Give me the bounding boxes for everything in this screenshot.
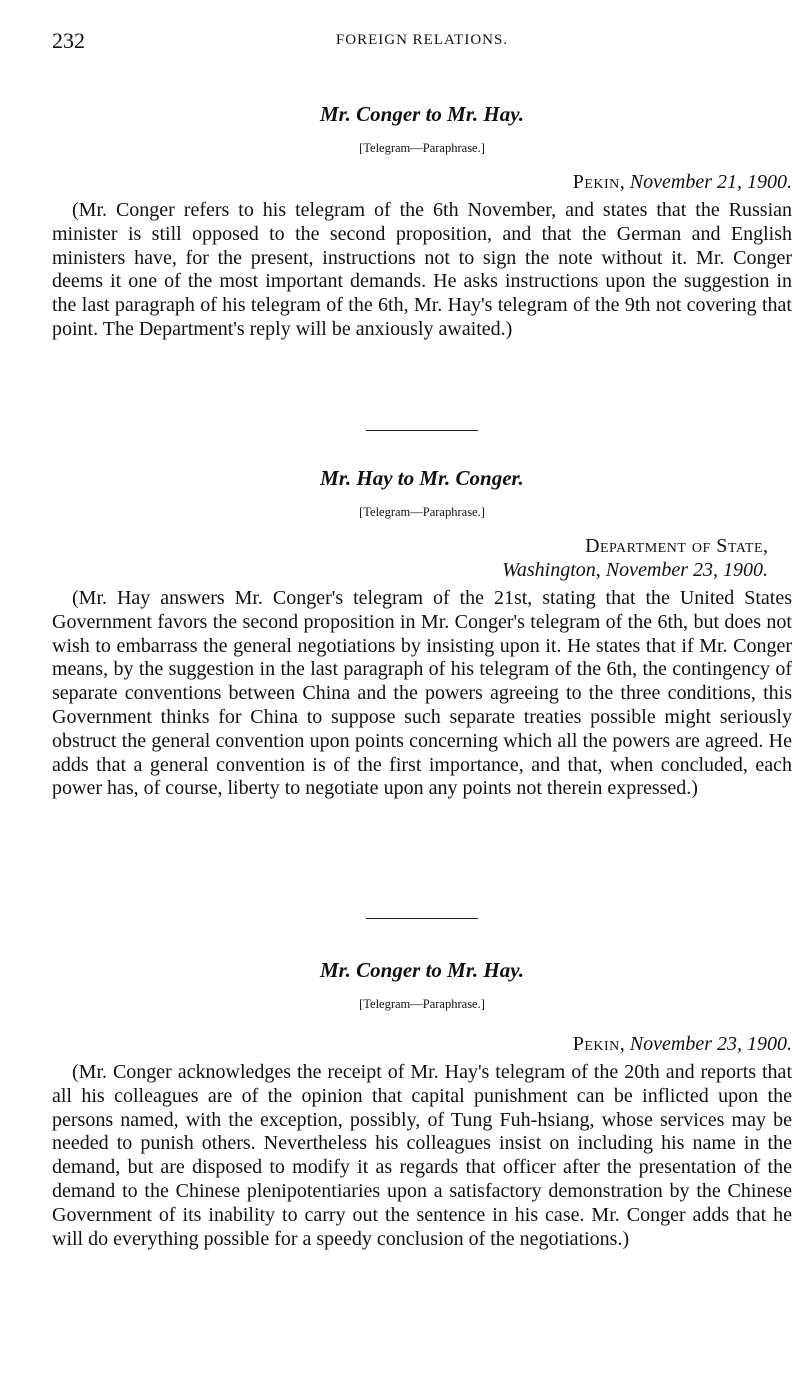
dateline-date: November 23, 1900.	[605, 559, 768, 581]
letter-hay-to-conger-nov-23	[52, 466, 792, 801]
letter-heading: Mr. Conger to Mr. Hay.	[319, 958, 524, 982]
dateline-place: Department of State	[585, 535, 763, 557]
dateline-date: November 23, 1900.	[629, 1033, 792, 1055]
letter-body: (Mr. Conger acknowledges the receipt of Mr. Hay's telegram of the 20th and reports that all his colleagues are of the opinion that capital punishment can be inflicted upon the persons named, with the exception, possibly, of Tung Fuh-hsiang, whose services may be needed to punish others. Nevertheless his colleagues insist on including his name in the demand, but are disposed to modify it as regards that officer after the presentation of the demand to the Chinese plenipotentiaries upon a satisfactory demonstration by the Chinese Government of its inability to carry out the sentence in his case. Mr. Conger adds that he will do everything possible for a speedy conclusion of the negotiations.)	[52, 1061, 792, 1250]
dateline: Pekin, November 21, 1900.	[572, 171, 792, 193]
letter-heading: Mr. Hay to Mr. Conger.	[320, 466, 524, 490]
dateline-date: November 21, 1900.	[629, 171, 792, 193]
dateline-line-2: Washington, November 23, 1900.	[502, 559, 768, 581]
section-divider	[366, 918, 478, 919]
letter-subhead: [Telegram—Paraphrase.]	[359, 997, 485, 1011]
dateline: Pekin, November 23, 1900.	[572, 1033, 792, 1055]
letter-body: (Mr. Hay answers Mr. Conger's telegram of the 21st, stating that the United States Government favors the second proposition in Mr. Conger's telegram of the 6th, but does not wish to embarrass the general negotiations by insisting upon it. He states that if Mr. Conger means, by the suggestion in the last paragraph of his telegram of the 6th, the contingency of separate conventions between China and the powers agreeing to the three conditions, this Government thinks for China to suppose such separate treaties possible might seriously obstruct the general convention upon points concerning which all the powers are agreed. He adds that a general convention is of the first importance, and that, when concluded, each power has, of course, liberty to negotiate upon any points not therein expressed.)	[52, 587, 792, 800]
letter-conger-to-hay-nov-21	[52, 102, 792, 342]
letter-subhead: [Telegram—Paraphrase.]	[359, 141, 485, 155]
dateline-line-1: Department of State,	[585, 535, 768, 557]
page-number: 232	[52, 28, 85, 53]
dateline-place: Pekin	[572, 1033, 620, 1055]
letter-heading: Mr. Conger to Mr. Hay.	[319, 102, 524, 126]
dateline	[52, 534, 792, 582]
dateline-place-line2: Washington	[502, 559, 596, 581]
letter-subhead: [Telegram—Paraphrase.]	[359, 505, 485, 519]
page-header	[52, 28, 792, 58]
running-title: FOREIGN RELATIONS.	[335, 32, 509, 48]
dateline-place: Pekin	[572, 171, 620, 193]
letter-conger-to-hay-nov-23	[52, 958, 792, 1251]
letter-body: (Mr. Conger refers to his telegram of the 6th November, and states that the Russian minister is still opposed to the second proposition, and that the German and English ministers have, for the present, instructions not to sign the note without it. Mr. Conger deems it one of the most important demands. He asks instructions upon the suggestion in the last paragraph of his telegram of the 6th, Mr. Hay's telegram of the 9th not covering that point. The Department's reply will be anxiously awaited.)	[52, 199, 792, 340]
section-divider	[366, 430, 478, 431]
